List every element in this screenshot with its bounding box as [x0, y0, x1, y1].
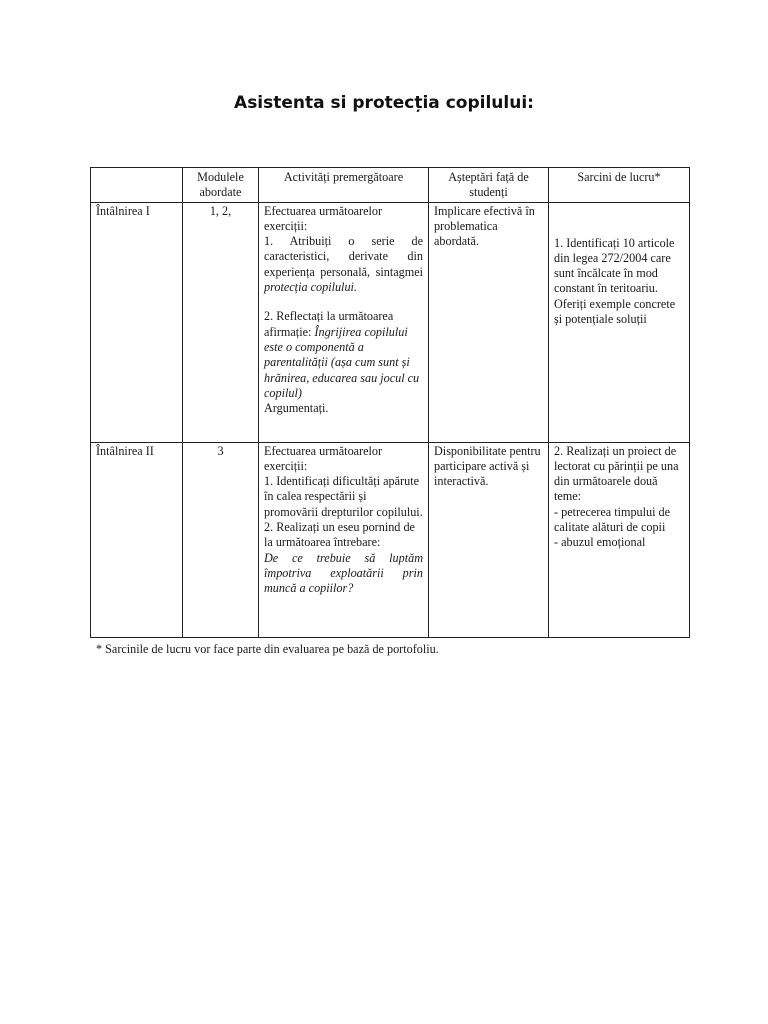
activities-table [90, 167, 690, 638]
modules-cell: 1, 2, [183, 202, 259, 442]
table-row [91, 202, 690, 442]
footnote: * Sarcinile de lucru vor face parte din evaluarea pe bază de portofoliu. [96, 642, 439, 656]
document-title: Asistenta si protecția copilului: [234, 93, 534, 113]
expectations-cell: Implicare efectivă în problematica abordată. [429, 202, 549, 442]
header-modules: Modulele abordate [183, 168, 259, 203]
header-tasks: Sarcini de lucru* [549, 168, 690, 203]
activities-cell [259, 442, 429, 637]
header-activities: Activități premergătoare [259, 168, 429, 203]
activity-intro: Efectuarea următoarelor exerciții: [264, 443, 383, 473]
activity-item [264, 309, 423, 401]
activity-quote: Îngrijirea copilului este o componentă a parentalității (așa cum sunt și hrănirea, educarea sau jocul cu copilul) [264, 324, 420, 400]
header-expectations: Așteptări față de studenți [429, 168, 549, 203]
tasks-item: - abuzul emoțional [554, 535, 646, 550]
tasks-cell: 1. Identificați 10 articole din legea 272/2004 care sunt încălcate în mod constant în teritoariu. Oferiți exemple concrete și potențiale soluții [549, 202, 690, 442]
table-row [91, 442, 690, 637]
activity-question: De ce trebuie să luptăm împotriva exploatării prin muncă a copiilor? [264, 550, 423, 596]
activities-cell [259, 202, 429, 442]
modules-cell: 3 [183, 442, 259, 637]
tasks-cell [549, 442, 690, 637]
tasks-item: - petrecerea timpului de calitate alături de copii [554, 504, 671, 535]
activity-item: 2. Realizați un eseu pornind de la următoarea întrebare: [264, 520, 415, 550]
activity-text: 2. Reflectați la următoarea afirmație: [264, 309, 394, 339]
header-cell-empty [91, 168, 183, 203]
activity-text: 1. Atribuiți o serie de caracteristici, derivate din experiența personală, sintagmei [264, 234, 423, 279]
activity-item: 1. Identificați dificultăți apărute în calea respectării și promovării drepturilor copilului. [264, 474, 423, 519]
tasks-intro: 2. Realizați un proiect de lectorat cu părinții pe una din următoarele două teme: [554, 443, 679, 504]
spacer [264, 295, 423, 309]
activity-emphasis: protecția copilului. [264, 280, 357, 295]
activity-conclusion: Argumentați. [264, 401, 329, 416]
meeting-name: Întâlnirea I [91, 202, 183, 442]
meeting-name: Întâlnirea II [91, 442, 183, 637]
table-header-row [91, 168, 690, 203]
activity-item [264, 234, 423, 295]
activity-intro: Efectuarea următoarelor exerciții: [264, 203, 383, 233]
expectations-cell: Disponibilitate pentru participare activă și interactivă. [429, 442, 549, 637]
